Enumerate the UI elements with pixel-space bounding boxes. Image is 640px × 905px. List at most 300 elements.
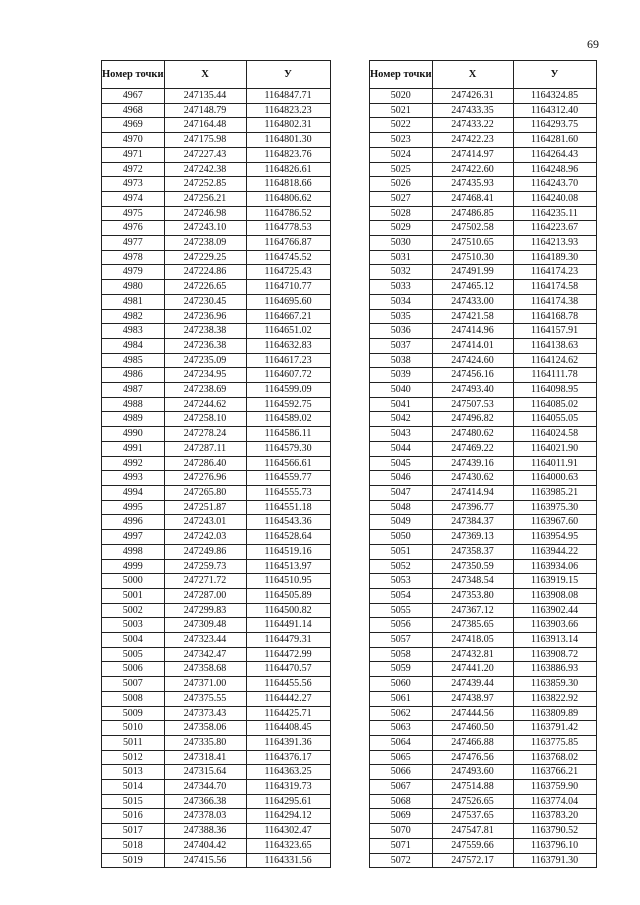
cell-point-number: 5050 [370,530,433,545]
table-row [102,118,331,133]
cell-x: 247342.47 [164,647,246,662]
cell-x: 247323.44 [164,633,246,648]
cell-y: 1164745.52 [246,250,330,265]
cell-x: 247236.38 [164,338,246,353]
cell-y: 1164168.78 [513,309,596,324]
cell-point-number: 5039 [370,368,433,383]
cell-x: 247371.00 [164,677,246,692]
cell-point-number: 5070 [370,824,433,839]
cell-y: 1163822.92 [513,691,596,706]
table-row [370,721,597,736]
table-row [370,441,597,456]
cell-x: 247460.50 [432,721,513,736]
cell-point-number: 5071 [370,838,433,853]
table-row [370,250,597,265]
coordinates-table-left [101,60,331,868]
cell-point-number: 4968 [102,103,165,118]
cell-y: 1164024.58 [513,427,596,442]
table-row [370,412,597,427]
cell-x: 247369.13 [432,530,513,545]
cell-x: 247432.81 [432,647,513,662]
table-row [370,691,597,706]
cell-x: 247396.77 [432,500,513,515]
table-row [370,515,597,530]
cell-y: 1163934.06 [513,559,596,574]
cell-x: 247252.85 [164,177,246,192]
cell-point-number: 4974 [102,191,165,206]
cell-point-number: 4971 [102,147,165,162]
table-row [370,103,597,118]
cell-x: 247547.81 [432,824,513,839]
table-row [102,618,331,633]
cell-y: 1164294.12 [246,809,330,824]
cell-point-number: 5034 [370,294,433,309]
table-row [102,368,331,383]
table-row [370,191,597,206]
cell-y: 1163791.30 [513,853,596,868]
cell-x: 247433.00 [432,294,513,309]
table-row [102,250,331,265]
cell-point-number: 5026 [370,177,433,192]
table-row [370,750,597,765]
cell-x: 247318.41 [164,750,246,765]
table-row [102,471,331,486]
cell-y: 1164500.82 [246,603,330,618]
cell-x: 247358.37 [432,544,513,559]
cell-y: 1164555.73 [246,485,330,500]
cell-y: 1163766.21 [513,765,596,780]
cell-y: 1163967.60 [513,515,596,530]
table-row [370,133,597,148]
table-row [370,809,597,824]
cell-y: 1164528.64 [246,530,330,545]
cell-point-number: 5053 [370,574,433,589]
cell-y: 1164566.61 [246,456,330,471]
cell-x: 247438.97 [432,691,513,706]
cell-point-number: 5055 [370,603,433,618]
table-row [102,133,331,148]
cell-point-number: 5033 [370,280,433,295]
header-point-number: Номер точки [102,61,165,89]
table-row [370,618,597,633]
table-row [102,338,331,353]
cell-x: 247243.10 [164,221,246,236]
cell-y: 1164124.62 [513,353,596,368]
cell-point-number: 5065 [370,750,433,765]
cell-point-number: 5068 [370,794,433,809]
cell-point-number: 4977 [102,236,165,251]
cell-x: 247358.68 [164,662,246,677]
table-row [102,633,331,648]
cell-x: 247236.96 [164,309,246,324]
cell-y: 1163903.66 [513,618,596,633]
cell-point-number: 4967 [102,89,165,104]
cell-x: 247491.99 [432,265,513,280]
table-row [370,485,597,500]
table-row [102,838,331,853]
cell-point-number: 4994 [102,485,165,500]
cell-x: 247366.38 [164,794,246,809]
cell-point-number: 5004 [102,633,165,648]
table-row [370,500,597,515]
cell-y: 1163791.42 [513,721,596,736]
cell-x: 247265.80 [164,485,246,500]
table-row [370,147,597,162]
table-row [102,441,331,456]
table-row [102,574,331,589]
cell-x: 247229.25 [164,250,246,265]
cell-point-number: 4983 [102,324,165,339]
cell-y: 1164491.14 [246,618,330,633]
table-row [370,89,597,104]
cell-y: 1164651.02 [246,324,330,339]
table-row [370,574,597,589]
cell-y: 1164174.38 [513,294,596,309]
table-row [370,603,597,618]
cell-y: 1164408.45 [246,721,330,736]
cell-point-number: 5036 [370,324,433,339]
cell-y: 1164331.56 [246,853,330,868]
table-row [370,471,597,486]
table-row [370,544,597,559]
cell-x: 247486.85 [432,206,513,221]
table-row [102,603,331,618]
cell-point-number: 5066 [370,765,433,780]
cell-y: 1164599.09 [246,383,330,398]
table-row [370,294,597,309]
cell-x: 247135.44 [164,89,246,104]
cell-point-number: 5052 [370,559,433,574]
cell-y: 1164174.58 [513,280,596,295]
cell-x: 247238.69 [164,383,246,398]
cell-y: 1164324.85 [513,89,596,104]
table-row [102,89,331,104]
table-row [370,338,597,353]
cell-x: 247469.22 [432,441,513,456]
cell-x: 247466.88 [432,735,513,750]
cell-y: 1164802.31 [246,118,330,133]
cell-point-number: 5017 [102,824,165,839]
cell-point-number: 4988 [102,397,165,412]
cell-point-number: 4986 [102,368,165,383]
cell-x: 247348.54 [432,574,513,589]
cell-y: 1164391.36 [246,735,330,750]
cell-x: 247234.95 [164,368,246,383]
cell-x: 247502.58 [432,221,513,236]
cell-point-number: 4991 [102,441,165,456]
cell-x: 247418.05 [432,633,513,648]
cell-x: 247367.12 [432,603,513,618]
cell-point-number: 5007 [102,677,165,692]
table-row [370,588,597,603]
cell-point-number: 5000 [102,574,165,589]
cell-y: 1164826.61 [246,162,330,177]
table-row [370,221,597,236]
cell-y: 1164235.11 [513,206,596,221]
cell-y: 1164363.25 [246,765,330,780]
cell-x: 247526.65 [432,794,513,809]
table-row [370,647,597,662]
cell-y: 1164589.02 [246,412,330,427]
cell-y: 1164586.11 [246,427,330,442]
cell-point-number: 5044 [370,441,433,456]
table-header-row [370,61,597,89]
cell-x: 247514.88 [432,780,513,795]
cell-y: 1164543.36 [246,515,330,530]
table-row [370,735,597,750]
cell-y: 1163902.44 [513,603,596,618]
table-row [102,500,331,515]
cell-y: 1164455.56 [246,677,330,692]
cell-y: 1164695.60 [246,294,330,309]
cell-point-number: 5029 [370,221,433,236]
cell-x: 247238.38 [164,324,246,339]
cell-point-number: 5062 [370,706,433,721]
cell-y: 1163774.04 [513,794,596,809]
cell-point-number: 5054 [370,588,433,603]
cell-point-number: 4996 [102,515,165,530]
table-row [370,662,597,677]
cell-y: 1164098.95 [513,383,596,398]
cell-x: 247242.03 [164,530,246,545]
cell-x: 247286.40 [164,456,246,471]
cell-x: 247315.64 [164,765,246,780]
table-row [102,324,331,339]
cell-y: 1164479.31 [246,633,330,648]
cell-y: 1164011.91 [513,456,596,471]
cell-y: 1164302.47 [246,824,330,839]
cell-y: 1164592.75 [246,397,330,412]
cell-y: 1164174.23 [513,265,596,280]
cell-x: 247344.70 [164,780,246,795]
cell-x: 247227.43 [164,147,246,162]
table-row [370,368,597,383]
cell-x: 247414.94 [432,485,513,500]
cell-x: 247235.09 [164,353,246,368]
cell-point-number: 5051 [370,544,433,559]
header-y: У [246,61,330,89]
cell-y: 1164281.60 [513,133,596,148]
cell-x: 247496.82 [432,412,513,427]
cell-point-number: 5042 [370,412,433,427]
cell-point-number: 5027 [370,191,433,206]
cell-y: 1164312.40 [513,103,596,118]
cell-point-number: 4995 [102,500,165,515]
table-row [102,853,331,868]
cell-x: 247426.31 [432,89,513,104]
table-row [102,706,331,721]
cell-x: 247572.17 [432,853,513,868]
cell-y: 1164323.65 [246,838,330,853]
cell-y: 1163954.95 [513,530,596,545]
cell-y: 1164248.96 [513,162,596,177]
cell-y: 1164425.71 [246,706,330,721]
table-row [370,794,597,809]
table-row [102,236,331,251]
table-header-row [102,61,331,89]
table-row [102,456,331,471]
cell-x: 247175.98 [164,133,246,148]
cell-x: 247510.30 [432,250,513,265]
cell-y: 1164786.52 [246,206,330,221]
table-row [102,662,331,677]
cell-y: 1163783.20 [513,809,596,824]
table-row [370,677,597,692]
cell-x: 247230.45 [164,294,246,309]
cell-x: 247243.01 [164,515,246,530]
table-row [102,691,331,706]
cell-x: 247404.42 [164,838,246,853]
cell-x: 247287.00 [164,588,246,603]
table-row [102,588,331,603]
cell-point-number: 5021 [370,103,433,118]
table-row [102,824,331,839]
cell-y: 1164818.66 [246,177,330,192]
table-row [102,191,331,206]
cell-y: 1164111.78 [513,368,596,383]
cell-y: 1163944.22 [513,544,596,559]
header-point-number: Номер точки [370,61,433,89]
table-row [102,780,331,795]
cell-point-number: 5043 [370,427,433,442]
table-row [102,103,331,118]
table-row [102,677,331,692]
cell-x: 247439.44 [432,677,513,692]
cell-x: 247444.56 [432,706,513,721]
cell-y: 1164667.21 [246,309,330,324]
cell-y: 1164725.43 [246,265,330,280]
cell-point-number: 5013 [102,765,165,780]
cell-x: 247271.72 [164,574,246,589]
table-row [102,559,331,574]
cell-x: 247507.53 [432,397,513,412]
cell-y: 1164376.17 [246,750,330,765]
cell-y: 1164505.89 [246,588,330,603]
cell-point-number: 4976 [102,221,165,236]
cell-y: 1164766.87 [246,236,330,251]
cell-point-number: 5010 [102,721,165,736]
table-row [102,294,331,309]
page-number: 69 [587,37,599,51]
cell-y: 1163913.14 [513,633,596,648]
cell-y: 1164519.16 [246,544,330,559]
table-row [370,633,597,648]
cell-point-number: 5014 [102,780,165,795]
cell-point-number: 4990 [102,427,165,442]
cell-x: 247358.06 [164,721,246,736]
cell-point-number: 5040 [370,383,433,398]
cell-x: 247335.80 [164,735,246,750]
cell-y: 1163975.30 [513,500,596,515]
cell-x: 247258.10 [164,412,246,427]
table-row [102,809,331,824]
cell-point-number: 5067 [370,780,433,795]
table-row [370,427,597,442]
table-row [370,324,597,339]
cell-point-number: 5006 [102,662,165,677]
table-row [102,397,331,412]
cell-x: 247493.60 [432,765,513,780]
table-row [102,721,331,736]
cell-y: 1164138.63 [513,338,596,353]
table-row [370,206,597,221]
cell-y: 1164472.99 [246,647,330,662]
cell-point-number: 5019 [102,853,165,868]
cell-x: 247456.16 [432,368,513,383]
cell-y: 1163919.15 [513,574,596,589]
cell-x: 247278.24 [164,427,246,442]
cell-x: 247493.40 [432,383,513,398]
table-row [370,706,597,721]
cell-x: 247414.97 [432,147,513,162]
table-row [370,780,597,795]
cell-point-number: 5041 [370,397,433,412]
cell-point-number: 4993 [102,471,165,486]
cell-y: 1163985.21 [513,485,596,500]
table-row [370,765,597,780]
cell-point-number: 5059 [370,662,433,677]
table-row [102,265,331,280]
cell-point-number: 5028 [370,206,433,221]
cell-point-number: 5046 [370,471,433,486]
table-row [370,162,597,177]
cell-y: 1164632.83 [246,338,330,353]
cell-x: 247378.03 [164,809,246,824]
cell-y: 1163775.85 [513,735,596,750]
table-row [370,559,597,574]
cell-x: 247249.86 [164,544,246,559]
cell-point-number: 5064 [370,735,433,750]
cell-point-number: 4975 [102,206,165,221]
cell-y: 1163796.10 [513,838,596,853]
coordinates-table-right [369,60,597,868]
header-x: X [432,61,513,89]
table-row [370,824,597,839]
cell-y: 1164710.77 [246,280,330,295]
cell-point-number: 4979 [102,265,165,280]
cell-x: 247385.65 [432,618,513,633]
cell-x: 247439.16 [432,456,513,471]
cell-point-number: 5037 [370,338,433,353]
cell-y: 1164806.62 [246,191,330,206]
cell-x: 247559.66 [432,838,513,853]
cell-y: 1163809.89 [513,706,596,721]
cell-x: 247433.22 [432,118,513,133]
table-row [102,383,331,398]
cell-y: 1164021.90 [513,441,596,456]
cell-x: 247414.96 [432,324,513,339]
cell-point-number: 5056 [370,618,433,633]
table-row [102,412,331,427]
table-row [370,397,597,412]
cell-point-number: 4981 [102,294,165,309]
cell-y: 1164240.08 [513,191,596,206]
cell-y: 1164055.05 [513,412,596,427]
cell-point-number: 5005 [102,647,165,662]
cell-point-number: 4984 [102,338,165,353]
cell-y: 1164847.71 [246,89,330,104]
cell-y: 1164000.63 [513,471,596,486]
table-row [370,280,597,295]
header-x: X [164,61,246,89]
table-row [102,162,331,177]
cell-point-number: 5008 [102,691,165,706]
cell-y: 1163768.02 [513,750,596,765]
cell-y: 1164264.43 [513,147,596,162]
cell-y: 1164510.95 [246,574,330,589]
cell-x: 247287.11 [164,441,246,456]
cell-y: 1164778.53 [246,221,330,236]
